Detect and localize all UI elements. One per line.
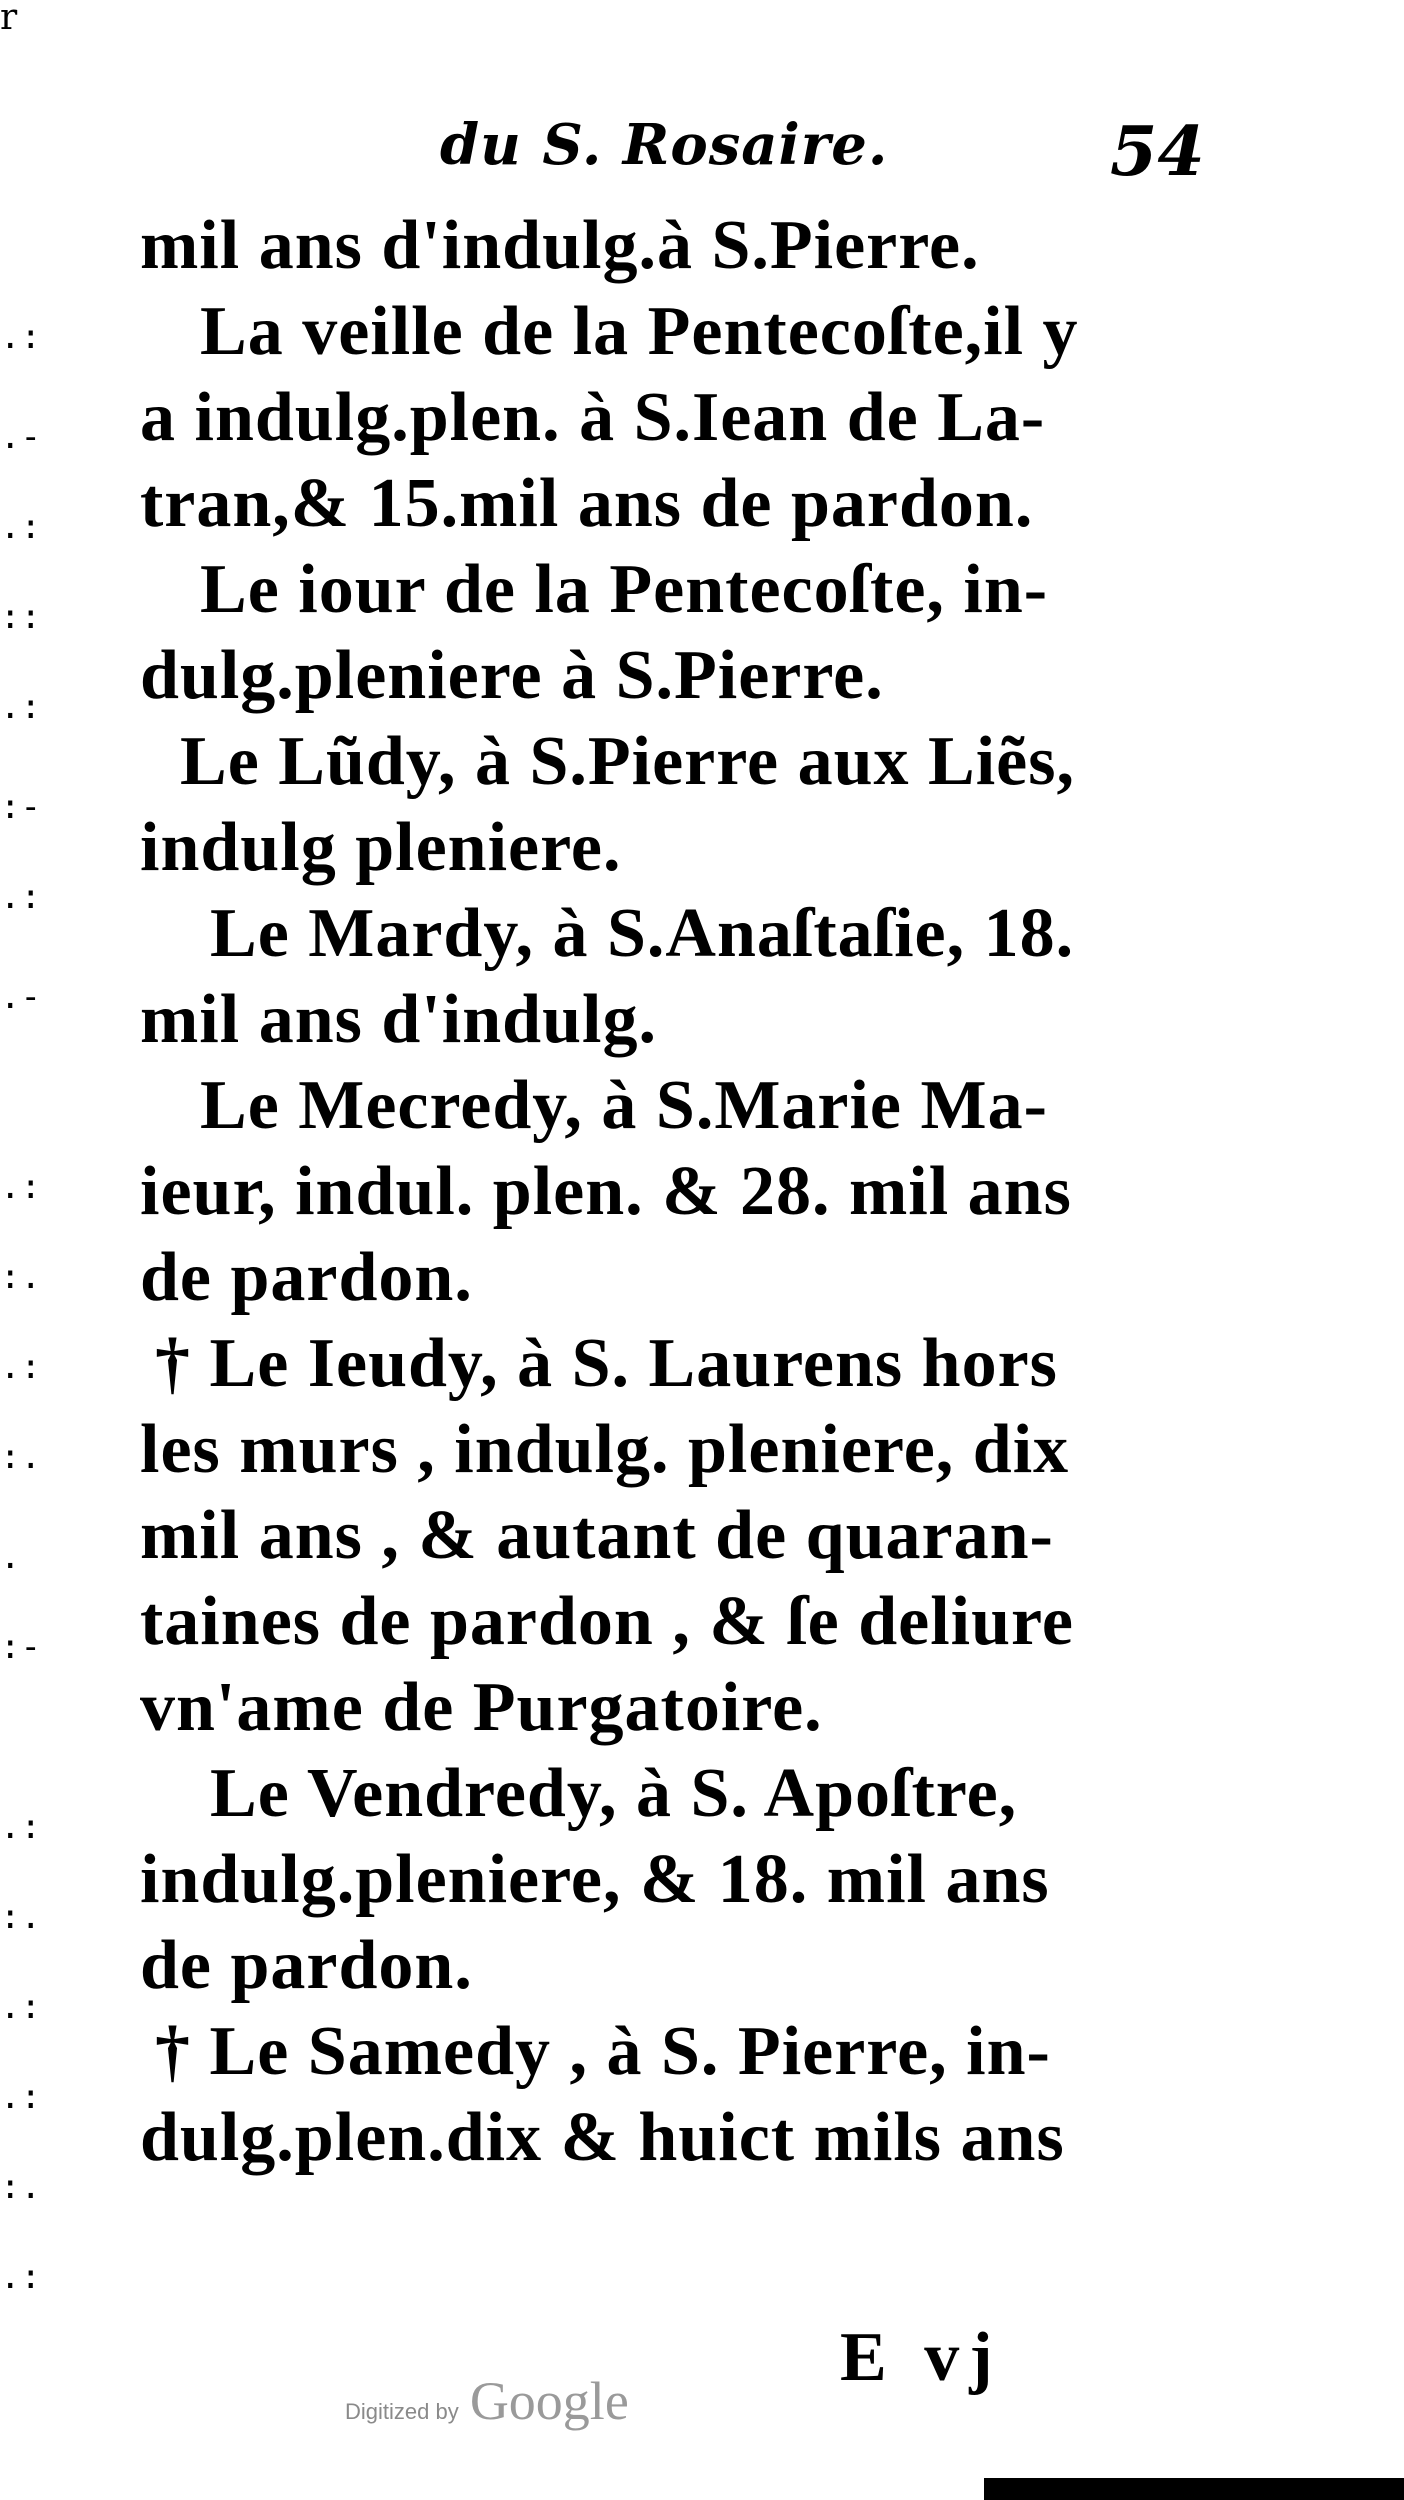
text-line: mil ans d'indulg. <box>140 981 657 1058</box>
text-line: indulg pleniere. <box>140 809 622 886</box>
page-number: 54 <box>1110 112 1205 192</box>
google-logo: Google <box>469 2371 629 2431</box>
bleed-through-mark: .: <box>0 507 41 547</box>
digitized-by-label: Digitized by <box>345 2399 459 2424</box>
text-line: vn'ame de Purgatoire. <box>140 1669 823 1746</box>
bleed-through-mark: .: <box>0 2257 41 2297</box>
bleed-through-mark: :. <box>0 1897 41 1937</box>
bleed-through-mark: .: <box>0 317 41 357</box>
bleed-through-mark: .: <box>0 1347 41 1387</box>
bleed-through-mark: :. <box>0 2167 41 2207</box>
text-line: † Le Samedy , à S. Pierre, in- <box>155 2013 1051 2090</box>
digitized-by-watermark <box>345 2370 629 2432</box>
bleed-through-mark: . <box>0 1537 21 1577</box>
text-line: Le Lũdy, à S.Pierre aux Liẽs, <box>180 723 1075 800</box>
signature-mark: E vj <box>840 2319 1003 2396</box>
text-line: a indulg.plen. à S.Iean de La- <box>140 379 1046 456</box>
running-title: du S. Rosaire. <box>440 112 889 178</box>
bleed-through-mark: .: <box>0 687 41 727</box>
bleed-through-mark: .- <box>0 417 41 457</box>
bleed-through-mark: :- <box>0 1627 41 1667</box>
text-line: Le Mecredy, à S.Marie Ma- <box>200 1067 1048 1144</box>
text-line: ieur, indul. plen. & 28. mil ans <box>140 1153 1072 1230</box>
text-line: mil ans d'indulg.à S.Pierre. <box>140 207 980 284</box>
text-line: de pardon. <box>140 1239 473 1316</box>
text-line: dulg.pleniere à S.Pierre. <box>140 637 884 714</box>
text-line: dulg.plen.dix & huict mils ans <box>140 2099 1065 2176</box>
text-line: Le Mardy, à S.Anaſtaſie, 18. <box>210 895 1075 972</box>
text-line: de pardon. <box>140 1927 473 2004</box>
bleed-through-mark: .: <box>0 2077 41 2117</box>
text-line: † Le Ieudy, à S. Laurens hors <box>155 1325 1058 1402</box>
text-line: les murs , indulg. pleniere, dix <box>140 1411 1070 1488</box>
text-line: tran,& 15.mil ans de pardon. <box>140 465 1034 542</box>
bleed-through-mark: :. <box>0 1437 41 1477</box>
scan-edge-bar <box>984 2478 1404 2500</box>
bleed-through-mark: .: <box>0 1987 41 2027</box>
text-line: Le iour de la Pentecoſte, in- <box>200 551 1049 628</box>
bleed-through-mark: .- <box>0 977 41 1017</box>
text-line: indulg.pleniere, & 18. mil ans <box>140 1841 1050 1918</box>
corner-mark: r <box>0 0 18 38</box>
text-line: La veille de la Pentecoſte,il y <box>200 293 1079 370</box>
text-line: Le Vendredy, à S. Apoſtre, <box>210 1755 1018 1832</box>
text-line: taines de pardon , & ſe deliure <box>140 1583 1074 1660</box>
bleed-through-mark: :. <box>0 1257 41 1297</box>
bleed-through-mark: :- <box>0 787 41 827</box>
bleed-through-mark: .: <box>0 1167 41 1207</box>
bleed-through-mark: .: <box>0 877 41 917</box>
bleed-through-mark: .: <box>0 1807 41 1847</box>
text-line: mil ans , & autant de quaran- <box>140 1497 1054 1574</box>
bleed-through-mark: :: <box>0 597 41 637</box>
